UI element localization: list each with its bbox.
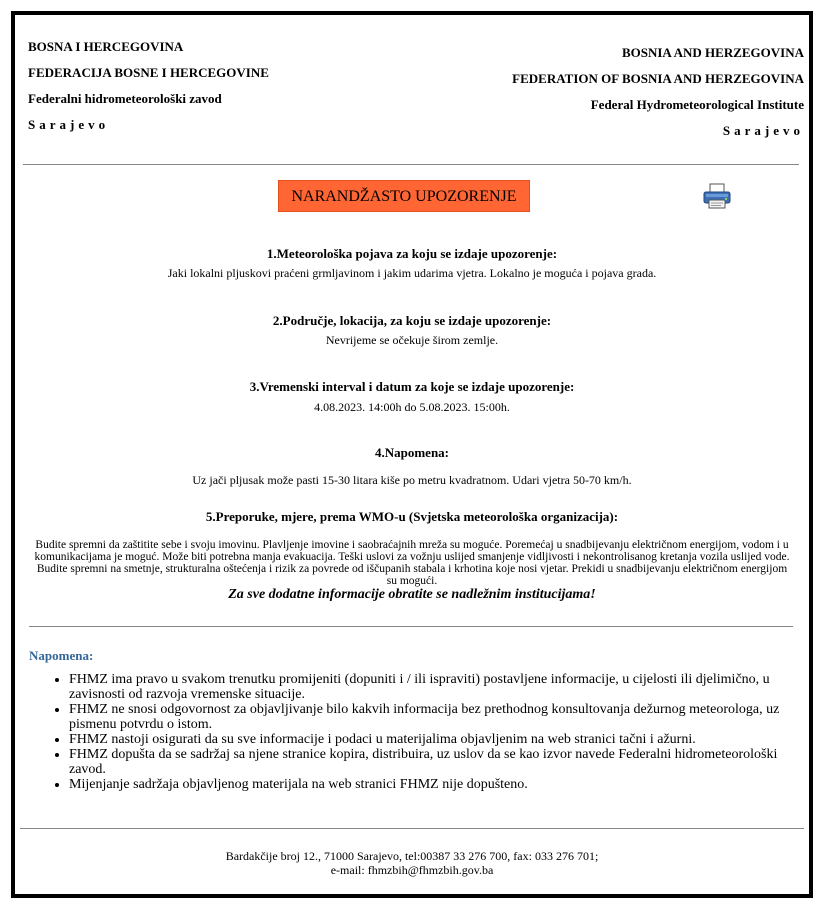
notes-title: Napomena: — [29, 648, 94, 663]
content-divider — [29, 626, 793, 627]
list-item: • Mijenjanje sadržaja objavljenog materijala na web stranici FHMZ nije dopušteno. — [69, 777, 789, 792]
section-phenomenon — [15, 246, 809, 281]
header-right-country: BOSNIA AND HERZEGOVINA — [621, 45, 804, 60]
document-frame — [11, 11, 813, 898]
list-item: • FHMZ ima pravo u svakom trenutku promijeniti (dopuniti i / ili ispraviti) postavljene informacije, u cijelosti ili djelimično, u zavisnosti od razvoja vremenske situacije. — [69, 672, 789, 702]
header-right — [512, 45, 804, 149]
section-area — [15, 313, 809, 348]
list-item: • FHMZ nastoji osigurati da su sve informacije i podaci u materijalima objavljenim na web stranici tačni i ažurni. — [69, 732, 789, 747]
section-text: Jaki lokalni pljuskovi praćeni grmljavinom i jakim udarima vjetra. Lokalno je moguća i pojava grada. — [167, 266, 657, 280]
header — [15, 15, 809, 165]
header-left-city: Sarajevo — [28, 117, 110, 132]
section-title: 1.Meteorološka pojava za koju se izdaje upozorenje: — [266, 246, 558, 261]
header-left-institute: Federalni hidrometeorološki zavod — [28, 91, 222, 106]
header-left-federation: FEDERACIJA BOSNE I HERCEGOVINE — [28, 65, 269, 80]
section-note — [15, 445, 809, 488]
header-right-city: Sarajevo — [722, 123, 804, 138]
header-right-federation: FEDERATION OF BOSNIA AND HERZEGOVINA — [512, 71, 804, 86]
footer — [15, 849, 809, 877]
section-title: 2.Područje, lokacija, za koju se izdaje upozorenje: — [272, 313, 552, 328]
section-title: 4.Napomena: — [374, 445, 450, 460]
section-title: 5.Preporuke, mjere, prema WMO-u (Svjetska meteorološka organizacija): — [205, 509, 619, 524]
section-title: 3.Vremenski interval i datum za koje se izdaje upozorenje: — [249, 379, 575, 394]
header-divider — [23, 164, 799, 165]
printer-icon[interactable] — [702, 183, 732, 209]
section-text: Uz jači pljusak može pasti 15-30 litara kiše po metru kvadratnom. Udari vjetra 50-70 km/h. — [192, 473, 632, 487]
section-text: Nevrijeme se očekuje širom zemlje. — [325, 333, 499, 347]
section-interval — [15, 379, 809, 415]
list-item: • FHMZ ne snosi odgovornost za objavljivanje bilo kakvih informacija bez prethodnog konsultovanja dežurnog meteorologa, uz pismenu potvrdu o istom. — [69, 702, 789, 732]
footer-divider — [20, 828, 804, 829]
list-item: • FHMZ dopušta da se sadržaj sa njene stranice kopira, distribuira, uz uslov da se kao izvor navede Federalni hidrometeorološki zavod. — [69, 747, 789, 777]
warning-level-badge: NARANDŽASTO UPOZORENJE — [278, 180, 530, 212]
header-right-institute: Federal Hydrometeorological Institute — [590, 97, 804, 112]
section-text: Budite spremni da zaštitite sebe i svoju imovinu. Plavljenje imovine i saobraćajnih mreža su moguće. Poremećaj u snadbijevanju električnom energijom, vodom i u komunikacijama je moguć. Može biti potrebna manja evakuacija. Teški uslovi za vožnju uslijed smanjenje vidljivosti i nekontrolisanog kretanja vozila uslijed vode. Budite spremni na smetnje, strukturalna oštećenja i rizik za povrede od iščupanih stabala i krhotina koje nosi vjetar. Prekidi u snadbijevanju električnom energijom su mogući. — [34, 539, 790, 587]
section-text: 4.08.2023. 14:00h do 5.08.2023. 15:00h. — [314, 400, 510, 414]
closing-notice: Za sve dodatne informacije obratite se nadležnim institucijama! — [228, 587, 596, 602]
header-left — [28, 39, 269, 143]
notes-list — [29, 672, 789, 792]
footer-email[interactable]: e-mail: fhmzbih@fhmzbih.gov.ba — [330, 863, 494, 877]
header-left-country: BOSNA I HERCEGOVINA — [28, 39, 184, 54]
footer-address: Bardakčije broj 12., 71000 Sarajevo, tel:00387 33 276 700, fax: 033 276 701; — [225, 849, 599, 863]
section-recommendations — [15, 509, 809, 603]
